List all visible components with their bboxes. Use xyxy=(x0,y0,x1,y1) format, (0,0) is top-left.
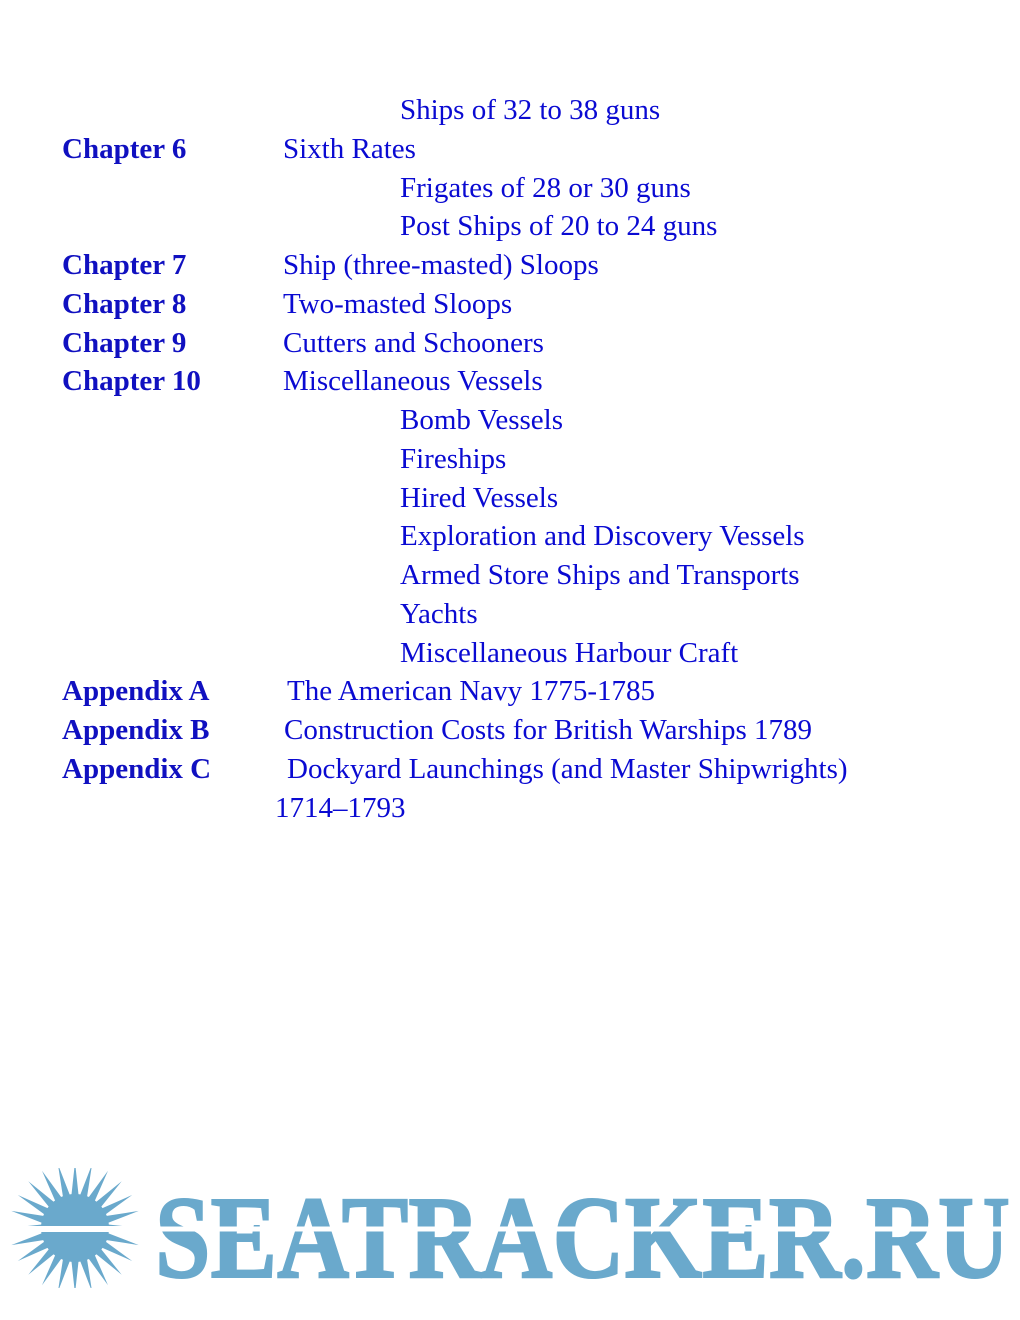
toc-subentry-title: Ships of 32 to 38 guns xyxy=(400,94,661,126)
toc-appendix-title: Dockyard Launchings (and Master Shipwrights) xyxy=(287,753,848,785)
toc-appendix-label: Appendix A xyxy=(62,675,210,707)
toc-subentry-title: Yachts xyxy=(400,598,478,630)
toc-chapter-title: Ship (three-masted) Sloops xyxy=(283,249,599,281)
toc-subentry-title: Fireships xyxy=(400,443,507,475)
toc-chapter-label: Chapter 6 xyxy=(62,133,187,165)
toc-subentry-title: Exploration and Discovery Vessels xyxy=(400,520,805,552)
sun-icon xyxy=(9,1168,141,1288)
toc-subentry-title: Armed Store Ships and Transports xyxy=(400,559,800,591)
toc-chapter-title: Miscellaneous Vessels xyxy=(283,365,543,397)
toc-appendix-label: Appendix C xyxy=(62,753,212,785)
toc-subentry-title: Miscellaneous Harbour Craft xyxy=(400,637,739,669)
toc-chapter-title: Cutters and Schooners xyxy=(283,327,544,359)
toc-chapter-title: Two-masted Sloops xyxy=(283,288,513,320)
toc-appendix-title-continuation: 1714–1793 xyxy=(275,792,406,824)
toc-chapter-label: Chapter 9 xyxy=(62,327,187,359)
watermark-text: SEATRACKER.RU xyxy=(155,1172,1010,1288)
toc-subentry-title: Hired Vessels xyxy=(400,482,559,514)
watermark xyxy=(0,1168,1020,1288)
toc-chapter-title: Sixth Rates xyxy=(283,133,416,165)
toc-appendix-title: The American Navy 1775-1785 xyxy=(287,675,656,707)
toc-chapter-label: Chapter 8 xyxy=(62,288,187,320)
toc-subentry-title: Bomb Vessels xyxy=(400,404,564,436)
toc-subentry-title: Post Ships of 20 to 24 guns xyxy=(400,210,718,242)
toc-subentry-title: Frigates of 28 or 30 guns xyxy=(400,172,691,204)
toc-chapter-label: Chapter 7 xyxy=(62,249,187,281)
toc-appendix-label: Appendix B xyxy=(62,714,210,746)
toc-appendix-title: Construction Costs for British Warships 1789 xyxy=(284,714,813,746)
watermark-graphic xyxy=(0,1168,1020,1288)
toc-chapter-label: Chapter 10 xyxy=(62,365,201,397)
